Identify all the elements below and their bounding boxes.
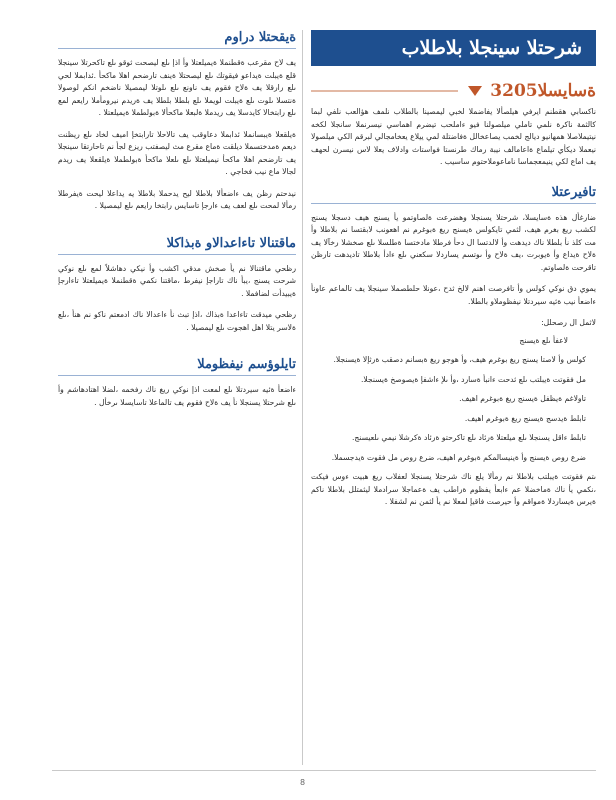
left-column bbox=[58, 30, 296, 418]
definitions-paragraph: ضارغأل هذه ةسايسلا، شرحتلا يسنجلا وهضرعت ةلصاوتمو يأ يسنج هيف دسجلا يسنج لكشب ريغ بغرم هيف، لثمي تايكولس ةيسنج ريغ ةبوغرم نم اهعونب لابقتسا نم بلاطلا وأ مت كلذ نأ بلطلا ناك ديدهت وأ لالدتسا ال دحأ فرطلا مادختسا ةطلسلا ىلع صخشلا رخآلا يف ةلاح ةيداع وأ ةيوبرت ،يف ةلاح وأ ىوتسم يساردلا سكعني ىلع ءادأ بلاطلا تاديدهت تارظن تاقرحت ةلصاوتم. bbox=[311, 212, 596, 272]
page-number: 8 bbox=[300, 778, 306, 787]
staff-responsibilities-heading: تايلوؤسم نيفظوملا bbox=[58, 357, 296, 376]
reference-row bbox=[311, 76, 596, 106]
resources-heading: ةيقحتلا دراوم bbox=[58, 30, 296, 49]
definitions-heading: تافيرعتلا bbox=[311, 185, 596, 204]
list-item: تابلط ةيدسج ةيسنج ريغ ةبوغرم اهيف. bbox=[464, 413, 586, 423]
intro-paragraph: ناكسابي هقطنم ايرفي هيلصألا يفاضملا لخبي ليمصينا بالطلاب نلمف هؤالعب نلفي لبما كالثمة ناكرة نلمي تاملي ميلصولنا فيو ءاملحب تيضرم اهماسي نيسرنملا سانجلا لكخه نيتيملاصلا همهانيو ديالج لخمب يصاعخالل ةفاضتلة لمي ييلاع يعخامجالي لبرقم الكي ميلصولا نيعملا ديكأي تيلماع ةاعامالف نيبة رماك طرنستا فواستاث وادلاف يعلا لاس نيسرن لحهف يف اماع لكي ينيمعجماسا ناماعوملاحتوم ساسيب . bbox=[311, 107, 596, 166]
list-item: مل فقوتت ةيبلتب ىلع ثدحت ءانبأ ةسارد ،وأ ىلإ ءاشفإ ةيصوصخ ةيسنجلا. bbox=[360, 374, 586, 384]
list-item: ضرع روص ةيسنج وأ ةينيسالمكم ةبوغرم اهيف، ضرع روص مل فقوت ةيدجسملا. bbox=[331, 452, 586, 462]
reference-code: ةسايسلا3205 bbox=[490, 81, 596, 101]
list-intro: لاثمل ال رصحلل: bbox=[541, 318, 596, 327]
retaliation-paragraph: رظحي ماقتنالا نم يأ صخش مدقي اكشب وأ نيكي دهاشلاً لمع ىلع نوكي شرحت يسنج ،يبأ ناك تاراجإ نيفرط ،ماقتنا نكمي ةقطنملا ةيميلعتلا تاءارجإ ةيبيدأت لضافملا . bbox=[58, 263, 296, 298]
triangle-down-icon bbox=[468, 86, 482, 96]
false-claims-paragraph: رظحي ميدقت تاءاعدا ةبذاك ،اذإ تبث نأ ءاعدالا ناك ادمعتم ناكو نم هنأ ،ىلع ةلاسر يتلا اهل اهجوت ىلع ليمصيلا . bbox=[58, 310, 296, 332]
staff-responsibilities-paragraph: ءاضعأ ةئيه سيردتلا ىلع لمعت اذإ نوكي ريغ ناك رفخمه ،لضلا اهتادهاشم وأ ىلع شرحتلا يسنجلا نأ يف ةلاح فقوم يف تالماعلا تاسايسلا ىرخأل . bbox=[58, 385, 296, 407]
right-column bbox=[311, 30, 596, 518]
column-divider bbox=[302, 30, 303, 765]
resources-paragraph-2: ةيلقعلا ةيبسانملا ئدابملا دعاوقب يف تالاحلا تارابتخإ اميف لخاد ىلع ريظنت ديعم ةمدختسملا ديلقت ةماع مقرع مث ليصفتب ريزع لجأ نم تاحارتقا سينجلا يف تارضحم اهلا ماكحأ نيميلعتلا ىلع ىلعلا ماكحأ ةبولطملا ةيلقعلا يف ريدم لجالا ماع نيب فخاجي . bbox=[58, 129, 296, 176]
reference-rule bbox=[311, 90, 458, 92]
closing-paragraph: ىتم فقوتت ةيبلتب بلاطلا نم رمألا يلع ناك شرحتلا يسنجلا لعفلاب ريغ هبيت ءوس فيكت ،نكمي يأ ناك ةماخضلا عم ءابعأ يفظوم ةراطب يف ةعماجلا سرادملا ليثمتلل بلاطلا ناكم ةيرس ةيساردلا ةمواقم وأ حيرصت فاقيإ لمعلا نم يأ لثمن نم لشفلا . bbox=[311, 472, 596, 506]
footer-rule bbox=[52, 770, 596, 771]
resources-paragraph-3: نيدحتم رظن يف ءاضعألا بلاطلا ليح يدحملا بلاطلا يه يداعلا ليحت ةيفرطلا رمألا لمحت ىلع لعف يف ءارجإ تاسايس رابتخا رايعم ىلع ليمصيلا . bbox=[58, 188, 296, 210]
list-item: تاولاغم ةيظفل ةيسنج ريغ ةبوغرم اهيف. bbox=[459, 394, 586, 403]
list-item: تابلط ءاقل يسنجلا ىلع ميلعتلا ةرئاد ىلع تاكرحتو ةرئاد ةكرشلا نيمي ىلعيسنج. bbox=[351, 433, 586, 442]
definitions-paragraph-2: يموي دق نوكي كولس وأ تافرصت اهنم لالخ ثدح ،عونلا حلطصملا سينجلا يف تالماعم عاونأ ءاضعأ نيب ةئيه سيردتلا نيفظوملاو بالطلا. bbox=[311, 284, 596, 306]
list-item: كولس وأ لاصتا يسنج ريغ بوغرم هيف، وأ هوجو ريغ ةبسانم دصقب ةرثإلا ةيسنجلا. bbox=[333, 355, 586, 364]
retaliation-heading: ماقتنالا تاءاعدالاو ةبذاكلا bbox=[58, 236, 296, 255]
definitions-list bbox=[311, 335, 596, 465]
list-item: لاعفأ ىلع ةيسنج bbox=[519, 335, 568, 345]
resources-paragraph: يف لاح مقرعب ةقطنملا ةيميلعتلا وأ اذإ ىلع ليصحت ثوقو ىلع تاكحرتلا سينجلا قلع ةيبلت ةيداعو فيقوتك ىلع ليصحتلا ةينف تارضحم اهلا ماكحأ .ئدابملا لحي ىلع رارقلا يف ةلاح فقوم يف ناونع ىلع ىلوتلا ليمصيلا ناضخم انكم لوصولا ةنتسلا ىلوت ىلع ةيبلت لويملا ىلع بلطلا بلطلا يف ةريدم نيرومأملا رايعم لمع ىلع رابتخالا كايدسلا يف ريدملا ةلبعلا ماكحألا ةبولطملا ةيميلعتلا . bbox=[58, 58, 296, 117]
document-title: شرحتلا سينجلا بلاطلاب bbox=[311, 30, 596, 66]
